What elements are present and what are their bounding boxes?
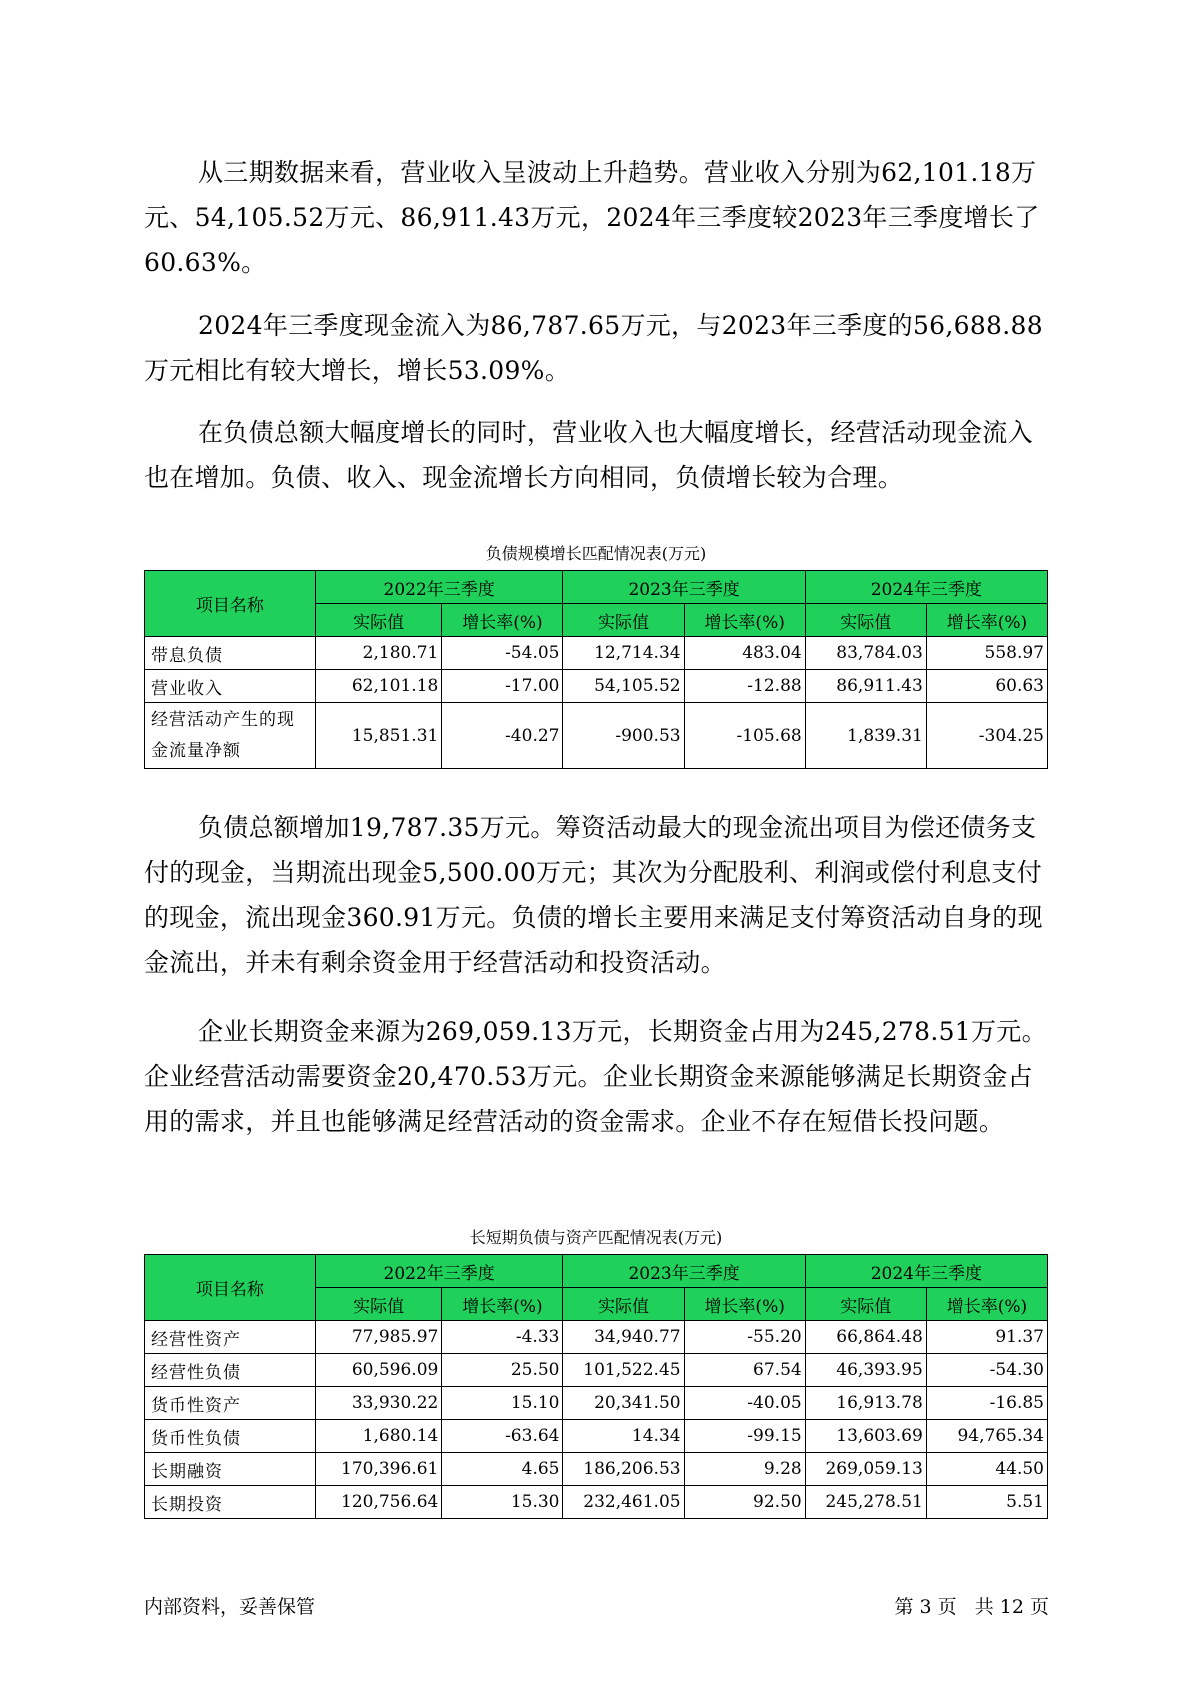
cell-value: 94,765.34	[926, 1420, 1047, 1453]
row-label: 长期投资	[145, 1486, 316, 1519]
row-label: 货币性资产	[145, 1387, 316, 1420]
cell-value: 2,180.71	[315, 637, 442, 670]
table-row	[145, 1453, 1048, 1486]
cell-value: 14.34	[563, 1420, 684, 1453]
cell-value: 15.30	[442, 1486, 563, 1519]
cell-value: -304.25	[926, 703, 1047, 769]
cell-value: 1,680.14	[315, 1420, 442, 1453]
cell-value: -99.15	[684, 1420, 805, 1453]
cell-value: -55.20	[684, 1321, 805, 1354]
footer-page-number: 第 3 页 共 12 页	[894, 1596, 1049, 1618]
cell-value: 92.50	[684, 1486, 805, 1519]
header-actual: 实际值	[315, 604, 442, 637]
row-label: 营业收入	[145, 670, 316, 703]
cell-value: -105.68	[684, 703, 805, 769]
cell-value: 86,911.43	[805, 670, 926, 703]
cell-value: 66,864.48	[805, 1321, 926, 1354]
paragraph-cash-inflow: 2024年三季度现金流入为86,787.65万元，与2023年三季度的56,688.88万元相比有较大增长，增长53.09%。	[144, 311, 1043, 385]
header-period-2024: 2024年三季度	[805, 1255, 1047, 1288]
header-period-2022: 2022年三季度	[315, 1255, 563, 1288]
cell-value: 12,714.34	[563, 637, 684, 670]
table-row	[145, 637, 1048, 670]
header-growth: 增长率(%)	[442, 1288, 563, 1321]
cell-value: 25.50	[442, 1354, 563, 1387]
table-row	[145, 1387, 1048, 1420]
cell-value: 20,341.50	[563, 1387, 684, 1420]
cell-value: 4.65	[442, 1453, 563, 1486]
header-actual: 实际值	[315, 1288, 442, 1321]
header-actual: 实际值	[563, 604, 684, 637]
table-row	[145, 1420, 1048, 1453]
header-growth: 增长率(%)	[926, 604, 1047, 637]
cell-value: -17.00	[442, 670, 563, 703]
header-actual: 实际值	[805, 604, 926, 637]
cell-value: -54.05	[442, 637, 563, 670]
table2-caption: 长短期负债与资产匹配情况表(万元)	[469, 1228, 723, 1247]
cell-value: -16.85	[926, 1387, 1047, 1420]
cell-value: -40.05	[684, 1387, 805, 1420]
cell-value: 16,913.78	[805, 1387, 926, 1420]
table-row	[145, 1354, 1048, 1387]
cell-value: 101,522.45	[563, 1354, 684, 1387]
row-label: 长期融资	[145, 1453, 316, 1486]
cell-value: 33,930.22	[315, 1387, 442, 1420]
cell-value: 83,784.03	[805, 637, 926, 670]
header-growth: 增长率(%)	[442, 604, 563, 637]
row-label: 带息负债	[145, 637, 316, 670]
row-label: 经营性负债	[145, 1354, 316, 1387]
header-growth: 增长率(%)	[684, 1288, 805, 1321]
cell-value: 44.50	[926, 1453, 1047, 1486]
cell-value: 120,756.64	[315, 1486, 442, 1519]
cell-value: -12.88	[684, 670, 805, 703]
table-row	[145, 670, 1048, 703]
header-actual: 实际值	[563, 1288, 684, 1321]
cell-value: 483.04	[684, 637, 805, 670]
header-item-name: 项目名称	[145, 1255, 316, 1321]
table1-caption: 负债规模增长匹配情况表(万元)	[485, 544, 707, 563]
table-row	[145, 703, 1048, 769]
paragraph-debt-growth-assessment: 在负债总额大幅度增长的同时，营业收入也大幅度增长，经营活动现金流入也在增加。负债、收入、现金流增长方向相同，负债增长较为合理。	[144, 418, 1033, 492]
header-period-2022: 2022年三季度	[315, 571, 563, 604]
cell-value: 5.51	[926, 1486, 1047, 1519]
cell-value: 170,396.61	[315, 1453, 442, 1486]
header-period-2023: 2023年三季度	[563, 1255, 805, 1288]
cell-value: 60.63	[926, 670, 1047, 703]
cell-value: -40.27	[442, 703, 563, 769]
cell-value: 67.54	[684, 1354, 805, 1387]
cell-value: 13,603.69	[805, 1420, 926, 1453]
cell-value: 91.37	[926, 1321, 1047, 1354]
cell-value: 9.28	[684, 1453, 805, 1486]
cell-value: -54.30	[926, 1354, 1047, 1387]
cell-value: -63.64	[442, 1420, 563, 1453]
paragraph-revenue-trend: 从三期数据来看，营业收入呈波动上升趋势。营业收入分别为62,101.18万元、54,105.52万元、86,911.43万元，2024年三季度较2023年三季度增长了60.63%。	[144, 158, 1040, 277]
cell-value: 60,596.09	[315, 1354, 442, 1387]
cell-value: -4.33	[442, 1321, 563, 1354]
header-period-2024: 2024年三季度	[805, 571, 1047, 604]
table-row	[145, 1486, 1048, 1519]
row-label: 货币性负债	[145, 1420, 316, 1453]
cell-value: 77,985.97	[315, 1321, 442, 1354]
cell-value: 245,278.51	[805, 1486, 926, 1519]
cell-value: 15,851.31	[315, 703, 442, 769]
cell-value: 34,940.77	[563, 1321, 684, 1354]
header-item-name: 项目名称	[145, 571, 316, 637]
cell-value: 15.10	[442, 1387, 563, 1420]
header-actual: 实际值	[805, 1288, 926, 1321]
header-growth: 增长率(%)	[684, 604, 805, 637]
cell-value: 62,101.18	[315, 670, 442, 703]
cell-value: 558.97	[926, 637, 1047, 670]
debt-growth-matching-table	[144, 570, 1048, 769]
liability-asset-matching-table	[144, 1254, 1048, 1519]
row-label: 经营性资产	[145, 1321, 316, 1354]
cell-value: 1,839.31	[805, 703, 926, 769]
table-row	[145, 1321, 1048, 1354]
header-period-2023: 2023年三季度	[563, 571, 805, 604]
footer-confidential-note: 内部资料，妥善保管	[144, 1596, 316, 1618]
paragraph-long-term-funding: 企业长期资金来源为269,059.13万元，长期资金占用为245,278.51万元。企业经营活动需要资金20,470.53万元。企业长期资金来源能够满足长期资金占用的需求，并且也能够满足经营活动的资金需求。企业不存在短借长投问题。	[144, 1017, 1047, 1136]
cell-value: 232,461.05	[563, 1486, 684, 1519]
cell-value: 186,206.53	[563, 1453, 684, 1486]
row-label: 经营活动产生的现金流量净额	[145, 703, 316, 769]
cell-value: 269,059.13	[805, 1453, 926, 1486]
cell-value: -900.53	[563, 703, 684, 769]
paragraph-financing-cash-outflow: 负债总额增加19,787.35万元。筹资活动最大的现金流出项目为偿还债务支付的现金，当期流出现金5,500.00万元；其次为分配股利、利润或偿付利息支付的现金，流出现金360.91万元。负债的增长主要用来满足支付筹资活动自身的现金流出，并未有剩余资金用于经营活动和投资活动。	[144, 813, 1043, 977]
header-growth: 增长率(%)	[926, 1288, 1047, 1321]
cell-value: 54,105.52	[563, 670, 684, 703]
cell-value: 46,393.95	[805, 1354, 926, 1387]
